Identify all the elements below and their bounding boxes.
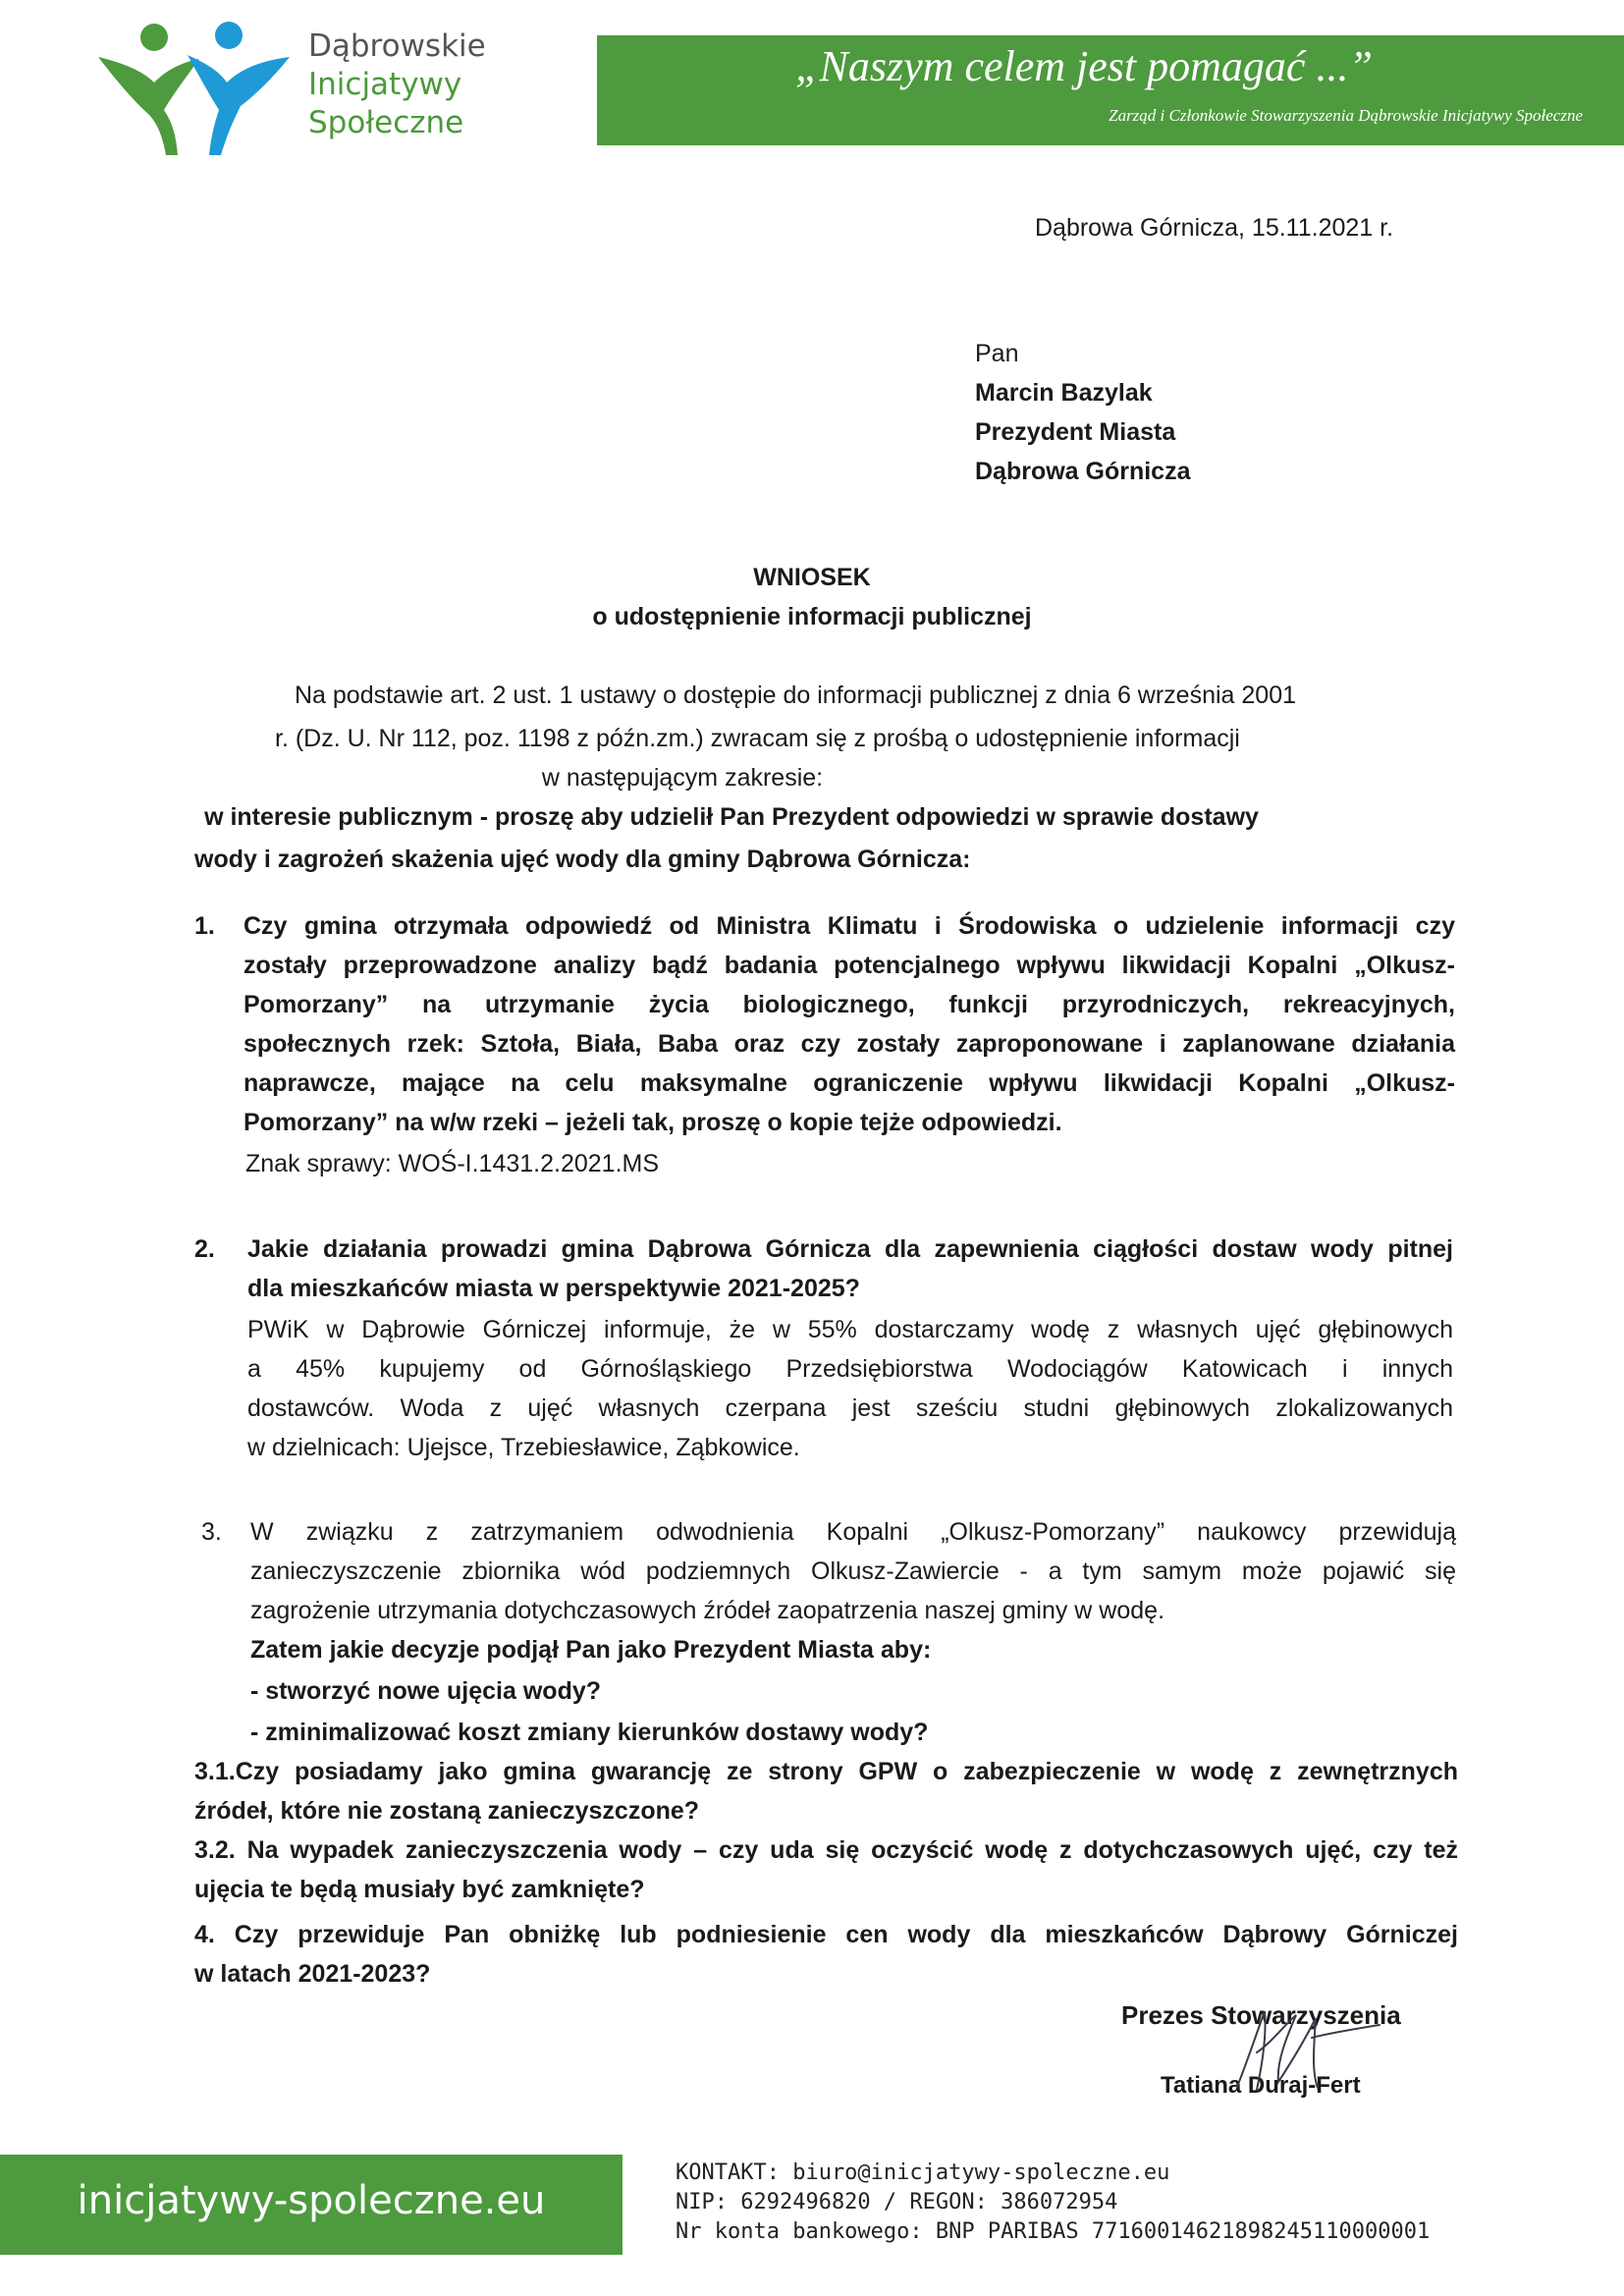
point-2-answer-line: w dzielnicach: Ujejsce, Trzebiesławice, Ząbkowice. — [247, 1434, 800, 1461]
organization-name-line: Dąbrowskie — [308, 28, 486, 64]
intro-line: w następującym zakresie: — [541, 764, 824, 792]
organization-name-line: Społeczne — [308, 105, 464, 140]
motto: „Naszym celem jest pomagać ...” — [795, 42, 1373, 90]
point-3-1-line: 3.1.Czy posiadamy jako gmina gwarancję ze strony GPW o zabezpieczenie w wodę z zewnętrznych — [194, 1758, 1458, 1785]
point-1-line: Czy gmina otrzymała odpowiedź od Ministra Klimatu i Środowiska o udzielenie informacji czy — [244, 912, 1455, 940]
intro-line: w interesie publicznym - proszę aby udzielił Pan Prezydent odpowiedzi w sprawie dostawy — [204, 803, 1259, 831]
addressee-block — [975, 334, 1191, 491]
point-1-line: Pomorzany” na utrzymanie życia biologicznego, funkcji przyrodniczych, rekreacyjnych, — [244, 991, 1455, 1018]
point-1-line: Pomorzany” na w/w rzeki – jeżeli tak, proszę o kopie tejże odpowiedzi. — [244, 1109, 1062, 1136]
point-2-question-line: Jakie działania prowadzi gmina Dąbrowa Górnicza dla zapewnienia ciągłości dostaw wody pitnej — [247, 1235, 1453, 1263]
organization-logo — [93, 12, 299, 159]
point-number: 2. — [194, 1235, 215, 1263]
addressee-line: Dąbrowa Górnicza — [975, 458, 1191, 485]
point-number: 3. — [201, 1518, 222, 1546]
contact-line: NIP: 6292496820 / REGON: 386072954 — [676, 2190, 1118, 2214]
point-1-line: naprawcze, mające na celu maksymalne ograniczenie wpływu likwidacji Kopalni „Olkusz- — [244, 1069, 1455, 1097]
addressee-line: Prezydent Miasta — [975, 418, 1176, 446]
intro-line: wody i zagrożeń skażenia ujęć wody dla gminy Dąbrowa Górnicza: — [194, 846, 971, 873]
point-3-2-line: ujęcia te będą musiały być zamknięte? — [194, 1876, 645, 1903]
point-3-question: Zatem jakie decyzje podjął Pan jako Prezydent Miasta aby: — [250, 1636, 932, 1664]
point-3-line: zanieczyszczenie zbiornika wód podziemnych Olkusz-Zawiercie - a tym samym może pojawić się — [250, 1558, 1456, 1585]
point-3-line: zagrożenie utrzymania dotychczasowych źródeł zaopatrzenia naszej gminy w wodę. — [250, 1597, 1165, 1624]
point-2-answer-line: a 45% kupujemy od Górnośląskiego Przedsiębiorstwa Wodociągów Katowicach i innych — [247, 1355, 1453, 1383]
point-2-answer-line: PWiK w Dąbrowie Górniczej informuje, że w 55% dostarczamy wodę z własnych ujęć głębinowych — [247, 1316, 1453, 1343]
footer-contact — [676, 2159, 1430, 2247]
organization-name-line: Inicjatywy — [308, 67, 462, 102]
intro-line: r. (Dz. U. Nr 112, poz. 1198 z późn.zm.) zwracam się z prośbą o udostępnienie informacji — [275, 725, 1240, 752]
handwritten-signature — [1218, 1994, 1394, 2102]
footer-website: inicjatywy-spoleczne.eu — [77, 2178, 546, 2223]
addressee-line: Pan — [975, 340, 1019, 367]
signatory-name: Tatiana Duraj-Fert — [1161, 2072, 1361, 2099]
contact-line: KONTAKT: biuro@inicjatywy-spoleczne.eu — [676, 2160, 1170, 2185]
point-3-bullet: - stworzyć nowe ujęcia wody? — [250, 1677, 602, 1705]
point-4-line: w latach 2021-2023? — [194, 1960, 431, 1988]
point-1-line: społecznych rzek: Sztoła, Biała, Baba oraz czy zostały zaproponowane i zaplanowane działania — [244, 1030, 1455, 1058]
case-reference: Znak sprawy: WOŚ-I.1431.2.2021.MS — [245, 1150, 660, 1177]
letter-date: Dąbrowa Górnicza, 15.11.2021 r. — [1035, 214, 1394, 242]
motto-subtitle: Zarząd i Członkowie Stowarzyszenia Dąbrowskie Inicjatywy Społeczne — [1109, 106, 1583, 125]
point-2-question-line: dla mieszkańców miasta w perspektywie 2021-2025? — [247, 1275, 860, 1302]
intro-line: Na podstawie art. 2 ust. 1 ustawy o dostępie do informacji publicznej z dnia 6 września 2001 — [295, 682, 1297, 709]
document-title: WNIOSEK — [753, 564, 871, 591]
point-3-bullet: - zminimalizować koszt zmiany kierunków dostawy wody? — [250, 1719, 929, 1746]
signatory-title: Prezes Stowarzyszenia — [1121, 2000, 1401, 2030]
point-3-1-line: źródeł, które nie zostaną zanieczyszczone? — [194, 1797, 700, 1825]
contact-line: Nr konta bankowego: BNP PARIBAS 77160014621898245110000001 — [676, 2219, 1431, 2244]
addressee-line: Marcin Bazylak — [975, 379, 1153, 407]
point-number: 1. — [194, 912, 215, 940]
point-1-line: zostały przeprowadzone analizy bądź badania potencjalnego wpływu likwidacji Kopalni „Olkusz- — [244, 952, 1455, 979]
organization-name — [308, 27, 534, 142]
point-2-answer-line: dostawców. Woda z ujęć własnych czerpana jest sześciu studni głębinowych zlokalizowanych — [247, 1394, 1453, 1422]
point-4-line: 4. Czy przewiduje Pan obniżkę lub podniesienie cen wody dla mieszkańców Dąbrowy Górniczej — [194, 1921, 1458, 1948]
point-3-line: W związku z zatrzymaniem odwodnienia Kopalni „Olkusz-Pomorzany” naukowcy przewidują — [250, 1518, 1456, 1546]
point-3-2-line: 3.2. Na wypadek zanieczyszczenia wody – czy uda się oczyścić wodę z dotychczasowych ujęć, czy też — [194, 1836, 1458, 1864]
document-subtitle: o udostępnienie informacji publicznej — [592, 603, 1032, 630]
